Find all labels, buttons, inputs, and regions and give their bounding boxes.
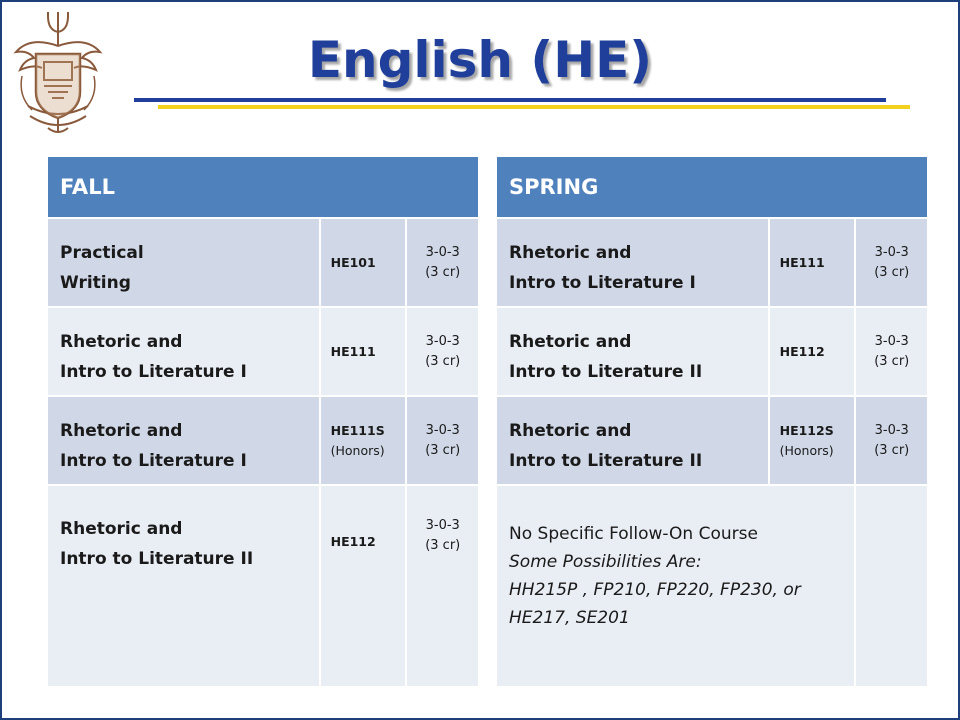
- follow-on-note: [496, 485, 855, 687]
- course-credits: [855, 396, 928, 485]
- credit-count: (3 cr): [425, 443, 461, 458]
- note-heading: No Specific Follow-On Course: [509, 524, 758, 544]
- title-underline-blue: [134, 98, 886, 102]
- course-code-text: HE111: [330, 344, 376, 359]
- course-name: [47, 218, 320, 307]
- course-code-text: HE101: [330, 255, 376, 270]
- course-name-line2: Intro to Literature I: [60, 362, 247, 382]
- table-row: [496, 307, 928, 396]
- title-underline-gold: [158, 105, 910, 109]
- credit-hours: 3-0-3: [425, 423, 460, 438]
- course-code: [769, 307, 856, 396]
- course-name: [496, 307, 769, 396]
- course-credits: [855, 307, 928, 396]
- course-code-honors: (Honors): [330, 443, 385, 458]
- credit-hours: 3-0-3: [874, 334, 909, 349]
- credit-hours: 3-0-3: [874, 423, 909, 438]
- course-name: [496, 396, 769, 485]
- course-name-line2: Intro to Literature II: [60, 549, 254, 569]
- course-name-line1: Rhetoric and: [60, 421, 183, 441]
- course-code-text: HE111: [779, 255, 825, 270]
- credit-count: (3 cr): [425, 354, 461, 369]
- table-row: [496, 396, 928, 485]
- course-code: [320, 218, 407, 307]
- table-row: [496, 218, 928, 307]
- course-name-line1: Practical: [60, 243, 144, 263]
- table-row: [47, 396, 479, 485]
- course-name-line1: Rhetoric and: [509, 332, 632, 352]
- credit-count: (3 cr): [874, 443, 910, 458]
- course-credits: [406, 396, 479, 485]
- note-course-list-cont: HE217, SE201: [509, 608, 630, 628]
- credit-hours: 3-0-3: [425, 245, 460, 260]
- course-code: [320, 307, 407, 396]
- spring-header: SPRING: [496, 156, 928, 218]
- course-code: [320, 485, 407, 687]
- credit-hours: 3-0-3: [425, 334, 460, 349]
- empty-credits-cell: [855, 485, 928, 687]
- table-row: [47, 485, 479, 687]
- slide-title: English (HE): [307, 31, 653, 89]
- spring-course-table: [495, 155, 929, 688]
- credit-count: (3 cr): [425, 538, 461, 553]
- course-name: [496, 218, 769, 307]
- credit-count: (3 cr): [874, 265, 910, 280]
- course-code-text: HE112: [779, 344, 825, 359]
- table-row: [47, 218, 479, 307]
- course-code: [320, 396, 407, 485]
- course-name: [47, 485, 320, 687]
- course-credits: [406, 485, 479, 687]
- credit-hours: 3-0-3: [425, 518, 460, 533]
- course-name: [47, 396, 320, 485]
- fall-header: FALL: [47, 156, 479, 218]
- course-name-line2: Intro to Literature I: [60, 451, 247, 471]
- course-name-line2: Intro to Literature II: [509, 451, 703, 471]
- course-name-line2: Intro to Literature I: [509, 273, 696, 293]
- course-credits: [406, 218, 479, 307]
- credit-count: (3 cr): [425, 265, 461, 280]
- course-name-line2: Intro to Literature II: [509, 362, 703, 382]
- course-credits: [855, 218, 928, 307]
- course-name: [47, 307, 320, 396]
- course-name-line2: Writing: [60, 273, 131, 293]
- credit-count: (3 cr): [874, 354, 910, 369]
- course-name-line1: Rhetoric and: [509, 421, 632, 441]
- course-code-honors: (Honors): [779, 443, 834, 458]
- note-course-list: HH215P , FP210, FP220, FP230, or: [509, 580, 801, 600]
- course-name-line1: Rhetoric and: [60, 519, 183, 539]
- course-code-text: HE112S: [779, 423, 834, 438]
- course-credits: [406, 307, 479, 396]
- credit-hours: 3-0-3: [874, 245, 909, 260]
- course-code: [769, 396, 856, 485]
- course-name-line1: Rhetoric and: [60, 332, 183, 352]
- course-name-line1: Rhetoric and: [509, 243, 632, 263]
- table-row: [47, 307, 479, 396]
- course-code-text: HE112: [330, 534, 376, 549]
- table-row: [496, 485, 928, 687]
- note-subheading: Some Possibilities Are:: [509, 552, 702, 572]
- fall-course-table: [46, 155, 480, 688]
- course-code: [769, 218, 856, 307]
- course-code-text: HE111S: [330, 423, 385, 438]
